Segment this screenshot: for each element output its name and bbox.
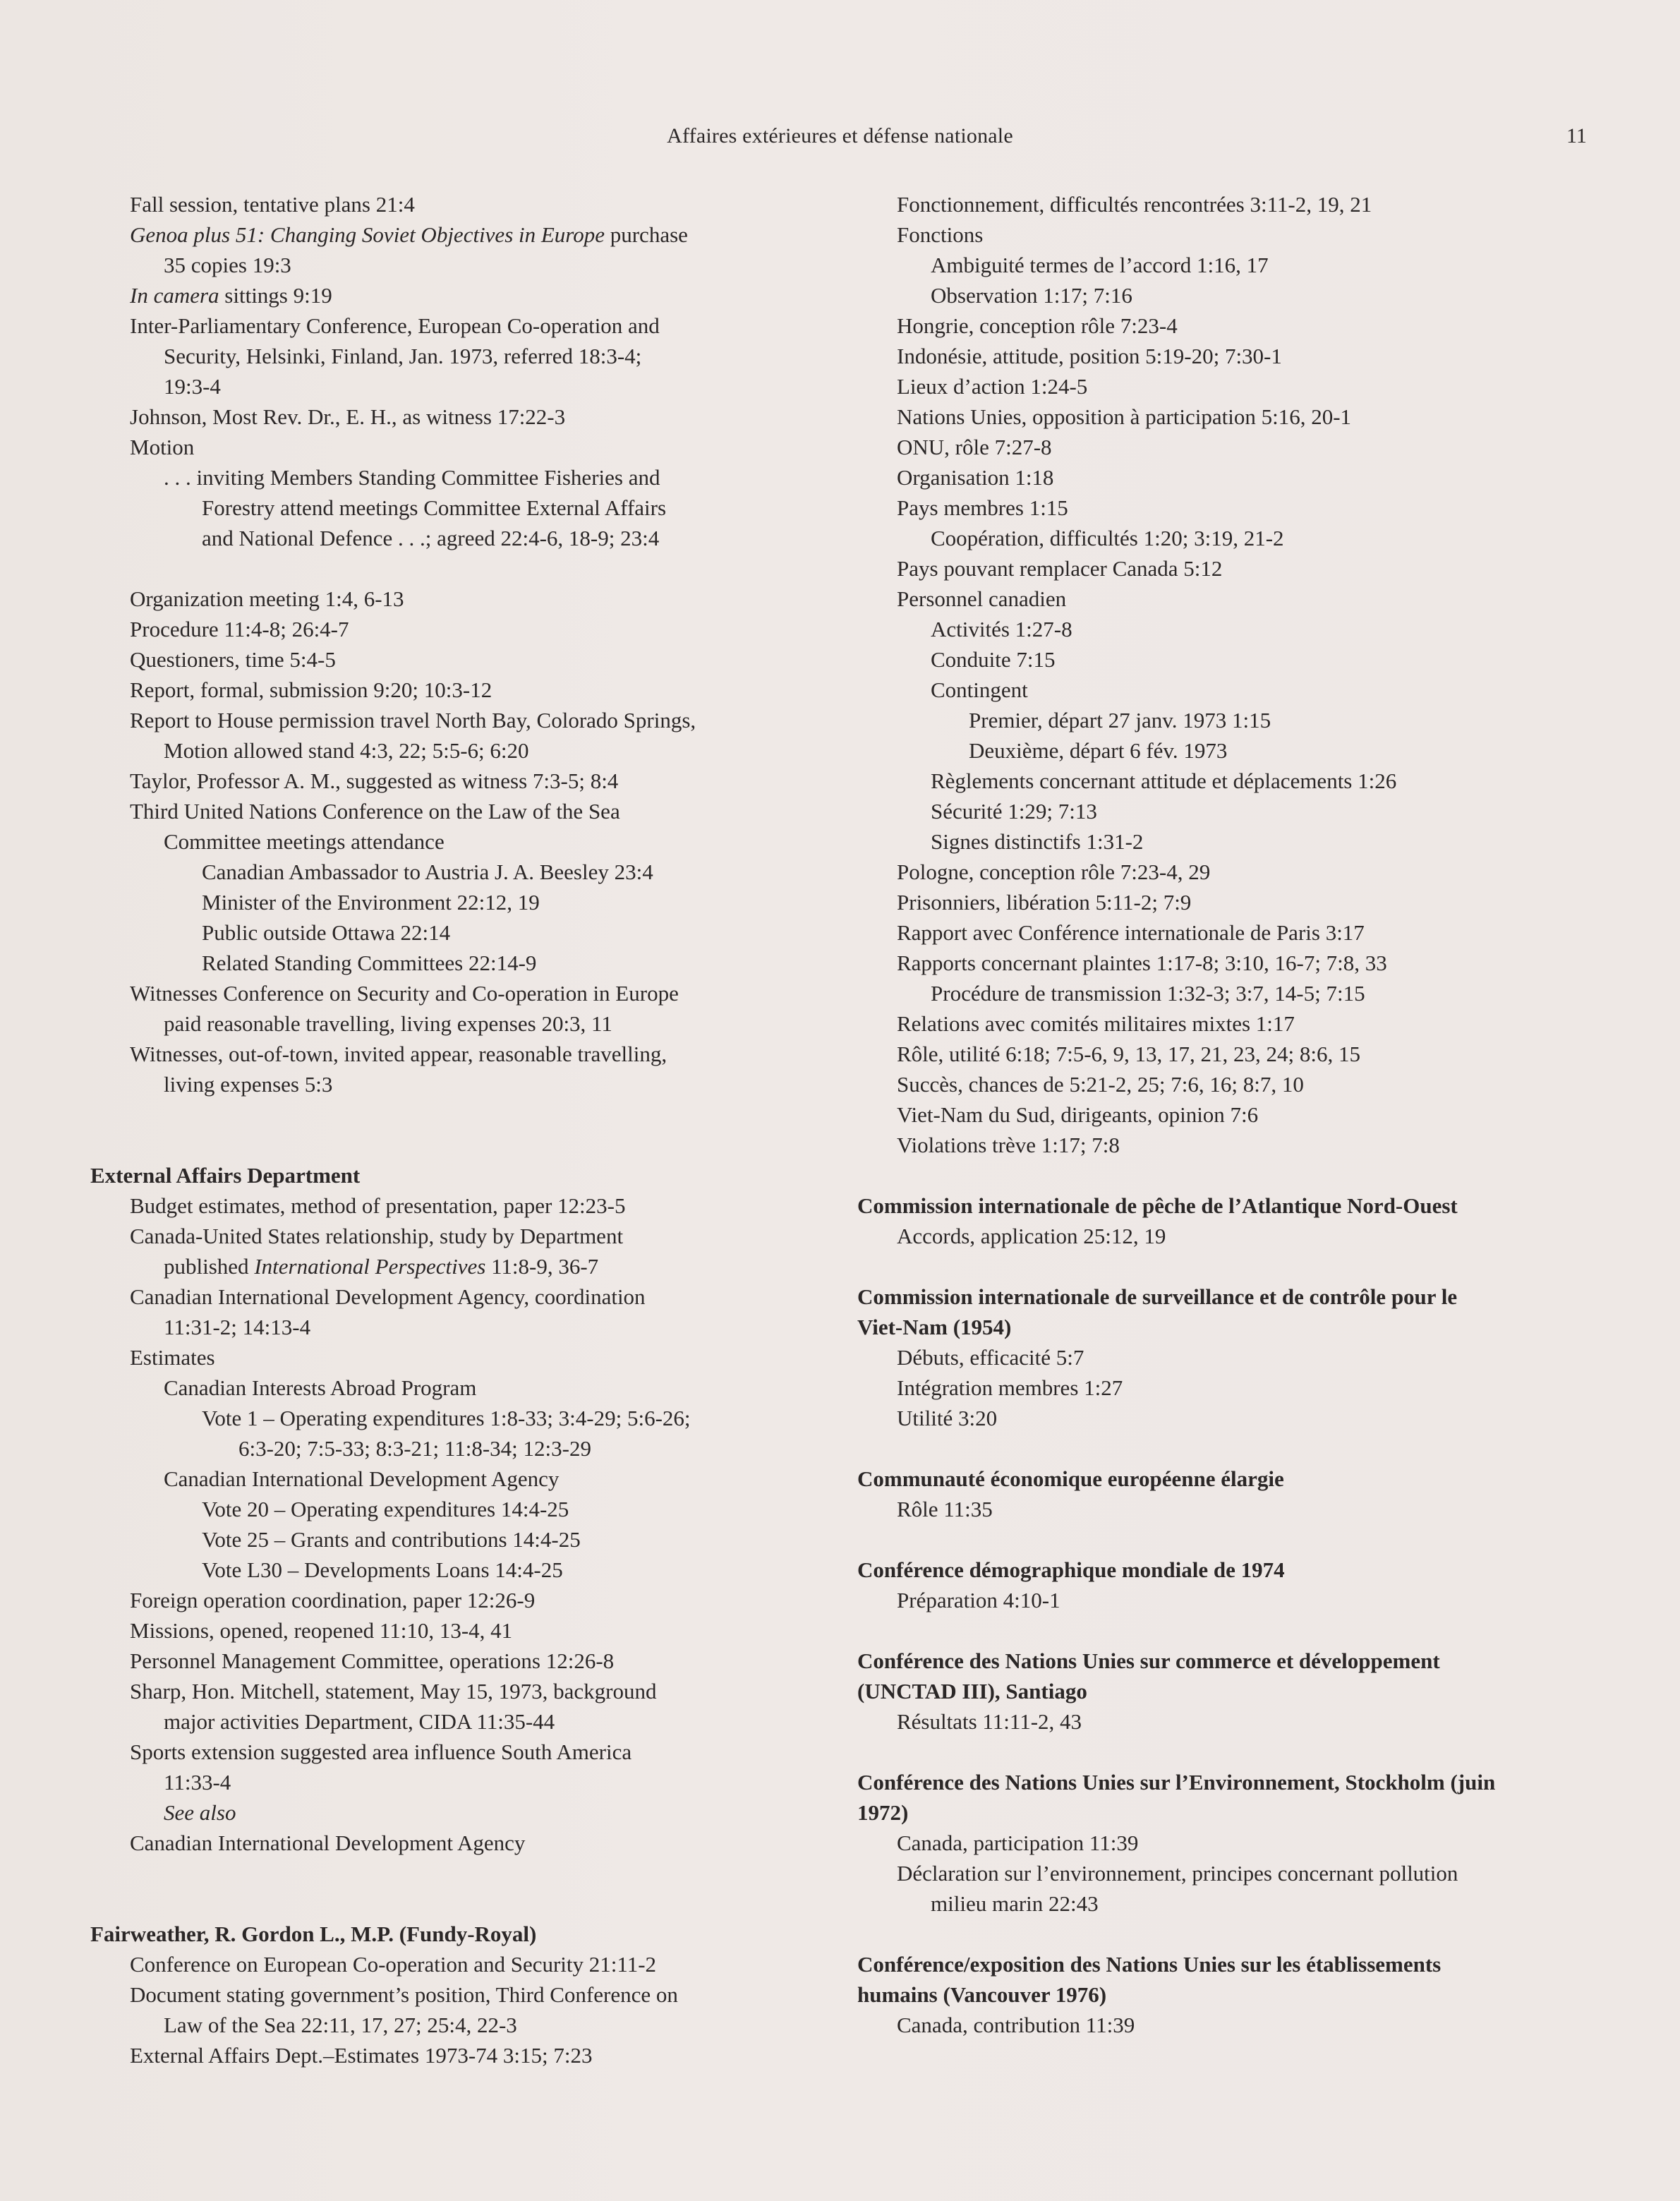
index-entry — [857, 1039, 1595, 1069]
index-entry — [90, 1494, 821, 1524]
index-entry — [90, 1403, 821, 1433]
entry-text: Résultats 11:11-2, 43 — [897, 1709, 1082, 1734]
index-heading — [857, 1555, 1595, 1585]
index-heading — [857, 1979, 1595, 2010]
index-heading — [90, 1160, 821, 1190]
index-entry — [90, 1433, 821, 1464]
entry-text: Third United Nations Conference on the Law of the Sea — [130, 799, 620, 824]
index-entry — [90, 948, 821, 978]
index-heading — [857, 1190, 1595, 1221]
index-entry — [857, 887, 1595, 917]
entry-text: Law of the Sea 22:11, 17, 27; 25:4, 22-3 — [164, 2013, 517, 2037]
entry-spacer — [857, 1919, 1595, 1949]
entry-text: ONU, rôle 7:27-8 — [897, 435, 1052, 459]
entry-text: Rôle 11:35 — [897, 1497, 993, 1521]
entry-text: Déclaration sur l’environnement, principes concernant pollution — [897, 1861, 1458, 1886]
index-entry — [90, 766, 821, 796]
index-entry — [857, 857, 1595, 887]
entry-text: Procedure 11:4-8; 26:4-7 — [130, 617, 349, 641]
index-entry — [857, 1221, 1595, 1251]
index-heading — [857, 1464, 1595, 1494]
entry-text: Motion — [130, 435, 195, 459]
entry-text: External Affairs Dept.–Estimates 1973-74 3:15; 7:23 — [130, 2043, 593, 2068]
entry-text: Premier, départ 27 janv. 1973 1:15 — [969, 708, 1271, 732]
running-header-title: Affaires extérieures et défense nationale — [667, 124, 1013, 147]
index-entry — [857, 1008, 1595, 1039]
index-entry — [90, 310, 821, 341]
entry-text: Intégration membres 1:27 — [897, 1375, 1123, 1400]
entry-text: Taylor, Professor A. M., suggested as witness 7:3-5; 8:4 — [130, 768, 619, 793]
entry-text: Vote 1 – Operating expenditures 1:8-33; 3:4-29; 5:6-26; — [202, 1406, 691, 1430]
index-heading — [90, 1919, 821, 1949]
index-entry — [90, 1979, 821, 2010]
entry-text: Vote L30 – Developments Loans 14:4-25 — [202, 1557, 563, 1582]
index-entry — [857, 432, 1595, 462]
entry-text: Vote 20 – Operating expenditures 14:4-25 — [202, 1497, 569, 1521]
index-entry — [90, 796, 821, 826]
index-entry — [857, 2010, 1595, 2040]
entry-text: Rapport avec Conférence internationale de Paris 3:17 — [897, 920, 1365, 945]
entry-text: Report to House permission travel North Bay, Colorado Springs, — [130, 708, 696, 732]
entry-suffix: 11:8-9, 36-7 — [485, 1254, 599, 1279]
entry-text: 11:31-2; 14:13-4 — [164, 1315, 311, 1339]
index-entry — [857, 523, 1595, 553]
left-column — [90, 189, 821, 2070]
entry-italic-title: International Perspectives — [254, 1254, 486, 1279]
entry-text: Sports extension suggested area influence South America — [130, 1739, 632, 1764]
entry-text: Coopération, difficultés 1:20; 3:19, 21-2 — [931, 526, 1284, 550]
index-entry — [90, 1069, 821, 1099]
index-entry — [90, 1706, 821, 1737]
entry-text: Conference on European Co-operation and Security 21:11-2 — [130, 1952, 657, 1977]
index-entry — [857, 826, 1595, 857]
index-entry — [90, 978, 821, 1008]
entry-text: 1972) — [857, 1800, 909, 1825]
entry-text: Viet-Nam du Sud, dirigeants, opinion 7:6 — [897, 1102, 1259, 1127]
index-heading — [857, 1646, 1595, 1676]
entry-text: humains (Vancouver 1976) — [857, 1982, 1107, 2007]
index-entry — [90, 826, 821, 857]
index-entry — [857, 1494, 1595, 1524]
entry-text: Conférence des Nations Unies sur commerce et développement — [857, 1648, 1440, 1673]
entry-text: Communauté économique européenne élargie — [857, 1466, 1284, 1491]
index-entry — [857, 310, 1595, 341]
entry-text: Pays pouvant remplacer Canada 5:12 — [897, 556, 1223, 581]
entry-text: . . . inviting Members Standing Committee Fisheries and — [164, 465, 660, 490]
entry-text: Canadian International Development Agency — [130, 1831, 526, 1855]
entry-text: Accords, application 25:12, 19 — [897, 1224, 1166, 1248]
entry-text: Conduite 7:15 — [931, 647, 1056, 672]
entry-spacer — [90, 553, 821, 584]
entry-text: Conférence démographique mondiale de 1974 — [857, 1557, 1285, 1582]
index-entry — [90, 189, 821, 219]
entry-text: Estimates — [130, 1345, 215, 1370]
entry-text: Organisation 1:18 — [897, 465, 1054, 490]
entry-spacer — [857, 1737, 1595, 1767]
index-entry — [857, 735, 1595, 766]
entry-spacer — [90, 1858, 821, 1888]
index-entry — [857, 250, 1595, 280]
index-entry — [857, 1130, 1595, 1160]
index-entry — [90, 2040, 821, 2070]
entry-text: milieu marin 22:43 — [931, 1891, 1099, 1916]
index-entry — [90, 614, 821, 644]
entry-text: Règlements concernant attitude et déplacements 1:26 — [931, 768, 1397, 793]
entry-text: Relations avec comités militaires mixtes 1:17 — [897, 1011, 1295, 1036]
index-entry — [857, 614, 1595, 644]
entry-text: and National Defence . . .; agreed 22:4-6, 18-9; 23:4 — [202, 526, 660, 550]
entry-text: Sharp, Hon. Mitchell, statement, May 15, 1973, background — [130, 1679, 657, 1703]
entry-spacer — [857, 1433, 1595, 1464]
index-entry — [90, 1008, 821, 1039]
entry-text: Pologne, conception rôle 7:23-4, 29 — [897, 860, 1211, 884]
entry-suffix: sittings 9:19 — [219, 283, 332, 308]
index-entry — [90, 523, 821, 553]
index-entry — [90, 432, 821, 462]
entry-text: (UNCTAD III), Santiago — [857, 1679, 1087, 1703]
index-entry — [857, 341, 1595, 371]
entry-text: Canadian Interests Abroad Program — [164, 1375, 477, 1400]
entry-text: Document stating government’s position, Third Conference on — [130, 1982, 678, 2007]
entry-spacer — [857, 1251, 1595, 1282]
entry-text: living expenses 5:3 — [164, 1072, 333, 1097]
entry-text: Fall session, tentative plans 21:4 — [130, 192, 415, 217]
entry-text: Sécurité 1:29; 7:13 — [931, 799, 1097, 824]
entry-text: Signes distinctifs 1:31-2 — [931, 829, 1144, 854]
index-entry — [90, 887, 821, 917]
entry-text: Motion allowed stand 4:3, 22; 5:5-6; 6:20 — [164, 738, 529, 763]
entry-text: Inter-Parliamentary Conference, European Co-operation and — [130, 313, 660, 338]
entry-text: Fairweather, R. Gordon L., M.P. (Fundy-Royal) — [90, 1922, 537, 1946]
index-heading — [857, 1767, 1595, 1797]
index-heading — [857, 1676, 1595, 1706]
entry-text: Budget estimates, method of presentation, paper 12:23-5 — [130, 1193, 626, 1218]
entry-text: Pays membres 1:15 — [897, 495, 1068, 520]
index-entry — [857, 493, 1595, 523]
index-entry — [857, 584, 1595, 614]
index-entry — [90, 1555, 821, 1585]
entry-text: Missions, opened, reopened 11:10, 13-4, 41 — [130, 1618, 513, 1643]
index-entry — [90, 584, 821, 614]
index-entry — [90, 1585, 821, 1615]
entry-suffix: purchase — [604, 222, 688, 247]
entry-text: Foreign operation coordination, paper 12:26-9 — [130, 1588, 536, 1612]
entry-spacer — [90, 1099, 821, 1130]
entry-text: Rapports concernant plaintes 1:17-8; 3:10, 16-7; 7:8, 33 — [897, 951, 1387, 975]
entry-text: Hongrie, conception rôle 7:23-4 — [897, 313, 1178, 338]
entry-spacer — [857, 1524, 1595, 1555]
index-entry — [90, 644, 821, 675]
index-entry — [90, 1342, 821, 1373]
index-entry — [90, 1312, 821, 1342]
index-entry — [857, 1373, 1595, 1403]
entry-text: Canada-United States relationship, study by Department — [130, 1224, 624, 1248]
entry-text: Public outside Ottawa 22:14 — [202, 920, 451, 945]
index-entry — [90, 371, 821, 402]
entry-text: Ambiguité termes de l’accord 1:16, 17 — [931, 253, 1269, 277]
entry-text: Procédure de transmission 1:32-3; 3:7, 14-5; 7:15 — [931, 981, 1365, 1006]
index-entry — [857, 675, 1595, 705]
index-entry — [857, 796, 1595, 826]
entry-text: Vote 25 – Grants and contributions 14:4-25 — [202, 1527, 581, 1552]
index-entry — [90, 857, 821, 887]
index-entry — [90, 402, 821, 432]
entry-text: Organization meeting 1:4, 6-13 — [130, 586, 404, 611]
right-column — [857, 189, 1595, 2040]
index-entry — [857, 978, 1595, 1008]
index-entry — [90, 219, 821, 250]
entry-text: Canadian International Development Agency, coordination — [130, 1284, 646, 1309]
entry-text: Préparation 4:10-1 — [897, 1588, 1060, 1612]
entry-text: Fonctions — [897, 222, 984, 247]
index-entry — [90, 1949, 821, 1979]
entry-text: Violations trève 1:17; 7:8 — [897, 1133, 1120, 1157]
page-number: 11 — [1566, 124, 1587, 147]
index-entry — [90, 1464, 821, 1494]
index-entry — [90, 1828, 821, 1858]
entry-text: Personnel Management Committee, operations 12:26-8 — [130, 1648, 615, 1673]
entry-spacer — [90, 1130, 821, 1160]
index-entry — [90, 1646, 821, 1676]
index-entry — [90, 341, 821, 371]
index-entry — [857, 1888, 1595, 1919]
entry-text: Forestry attend meetings Committee External Affairs — [202, 495, 667, 520]
entry-text: Lieux d’action 1:24-5 — [897, 374, 1088, 399]
entry-text: Prisonniers, libération 5:11-2; 7:9 — [897, 890, 1192, 915]
index-entry — [90, 917, 821, 948]
index-heading — [857, 1312, 1595, 1342]
index-entry — [90, 1251, 821, 1282]
index-entry — [857, 553, 1595, 584]
index-entry — [90, 1797, 821, 1828]
entry-text: major activities Department, CIDA 11:35-44 — [164, 1709, 555, 1734]
entry-text: Utilité 3:20 — [897, 1406, 998, 1430]
index-heading — [857, 1282, 1595, 1312]
index-entry — [857, 1403, 1595, 1433]
index-entry — [857, 1828, 1595, 1858]
index-entry — [857, 644, 1595, 675]
entry-text: In camera — [130, 283, 219, 308]
entry-text: Johnson, Most Rev. Dr., E. H., as witness 17:22-3 — [130, 404, 566, 429]
entry-text: External Affairs Department — [90, 1163, 361, 1188]
index-entry — [90, 1524, 821, 1555]
index-entry — [857, 462, 1595, 493]
index-entry — [90, 1221, 821, 1251]
entry-text: Committee meetings attendance — [164, 829, 445, 854]
index-entry — [90, 280, 821, 310]
index-entry — [857, 280, 1595, 310]
entry-text: Rôle, utilité 6:18; 7:5-6, 9, 13, 17, 21, 23, 24; 8:6, 15 — [897, 1042, 1361, 1066]
entry-text: Contingent — [931, 677, 1028, 702]
index-entry — [857, 917, 1595, 948]
index-heading — [857, 1797, 1595, 1828]
entry-text: See also — [164, 1800, 236, 1825]
entry-text: Related Standing Committees 22:14-9 — [202, 951, 537, 975]
entry-text: Canadian International Development Agency — [164, 1466, 560, 1491]
entry-text: Canadian Ambassador to Austria J. A. Beesley 23:4 — [202, 860, 653, 884]
index-entry — [857, 1585, 1595, 1615]
entry-text: 11:33-4 — [164, 1770, 231, 1795]
index-entry — [90, 1676, 821, 1706]
index-entry — [857, 402, 1595, 432]
entry-text: Conférence/exposition des Nations Unies sur les établissements — [857, 1952, 1442, 1977]
entry-text: Conférence des Nations Unies sur l’Environnement, Stockholm (juin — [857, 1770, 1496, 1795]
index-entry — [90, 1282, 821, 1312]
index-entry — [857, 1706, 1595, 1737]
index-entry — [857, 1342, 1595, 1373]
index-entry — [90, 1373, 821, 1403]
index-entry — [90, 493, 821, 523]
entry-text: Activités 1:27-8 — [931, 617, 1072, 641]
index-entry — [857, 1099, 1595, 1130]
index-entry — [90, 1737, 821, 1767]
entry-spacer — [857, 1615, 1595, 1646]
entry-text: Commission internationale de pêche de l’Atlantique Nord-Ouest — [857, 1193, 1458, 1218]
index-entry — [857, 189, 1595, 219]
index-entry — [857, 371, 1595, 402]
index-entry — [90, 675, 821, 705]
index-heading — [857, 1949, 1595, 1979]
entry-text: paid reasonable travelling, living expenses 20:3, 11 — [164, 1011, 612, 1036]
entry-text: Deuxième, départ 6 fév. 1973 — [969, 738, 1228, 763]
entry-text: Personnel canadien — [897, 586, 1067, 611]
entry-text: Witnesses, out-of-town, invited appear, reasonable travelling, — [130, 1042, 667, 1066]
entry-text: Observation 1:17; 7:16 — [931, 283, 1132, 308]
entry-spacer — [857, 1160, 1595, 1190]
index-entry — [90, 1767, 821, 1797]
entry-text: Witnesses Conference on Security and Co-operation in Europe — [130, 981, 679, 1006]
entry-spacer — [90, 1888, 821, 1919]
index-entry — [857, 1858, 1595, 1888]
index-entry — [90, 2010, 821, 2040]
entry-text: Minister of the Environment 22:12, 19 — [202, 890, 540, 915]
index-entry — [857, 219, 1595, 250]
index-entry — [857, 766, 1595, 796]
entry-text: Succès, chances de 5:21-2, 25; 7:6, 16; 8:7, 10 — [897, 1072, 1304, 1097]
index-entry — [857, 1069, 1595, 1099]
entry-text: Canada, participation 11:39 — [897, 1831, 1139, 1855]
index-entry — [90, 705, 821, 735]
entry-text: Canada, contribution 11:39 — [897, 2013, 1135, 2037]
entry-text: Indonésie, attitude, position 5:19-20; 7:30-1 — [897, 344, 1282, 368]
index-entry — [90, 462, 821, 493]
entry-text: Genoa plus 51: Changing Soviet Objectives in Europe — [130, 222, 605, 247]
entry-text: Débuts, efficacité 5:7 — [897, 1345, 1084, 1370]
entry-text: Report, formal, submission 9:20; 10:3-12 — [130, 677, 492, 702]
entry-text: 6:3-20; 7:5-33; 8:3-21; 11:8-34; 12:3-29 — [238, 1436, 591, 1461]
index-entry — [90, 1039, 821, 1069]
index-entry — [857, 705, 1595, 735]
entry-text: Nations Unies, opposition à participation 5:16, 20-1 — [897, 404, 1352, 429]
index-entry — [90, 735, 821, 766]
entry-text: Questioners, time 5:4-5 — [130, 647, 336, 672]
entry-text: Fonctionnement, difficultés rencontrées 3:11-2, 19, 21 — [897, 192, 1372, 217]
index-entry — [857, 948, 1595, 978]
index-entry — [90, 250, 821, 280]
entry-text: 35 copies 19:3 — [164, 253, 291, 277]
index-entry — [90, 1615, 821, 1646]
index-entry — [90, 1190, 821, 1221]
entry-text: Commission internationale de surveillance et de contrôle pour le — [857, 1284, 1458, 1309]
entry-text: published — [164, 1254, 255, 1279]
entry-text: 19:3-4 — [164, 374, 221, 399]
entry-text: Security, Helsinki, Finland, Jan. 1973, referred 18:3-4; — [164, 344, 642, 368]
entry-text: Viet-Nam (1954) — [857, 1315, 1012, 1339]
